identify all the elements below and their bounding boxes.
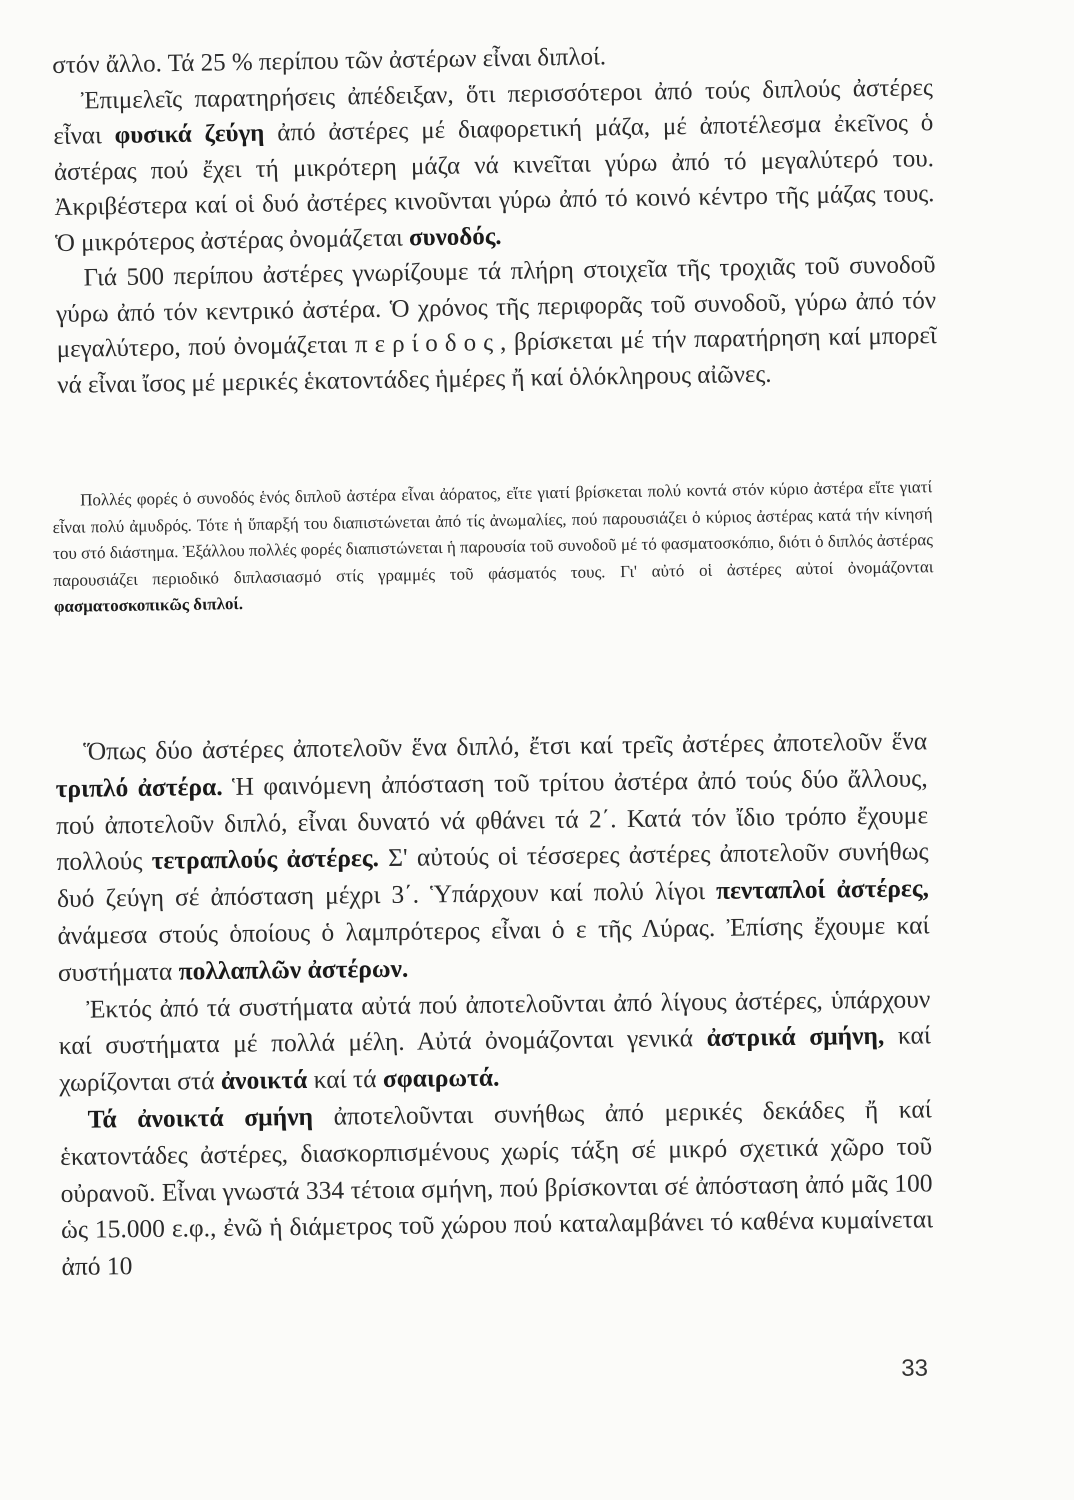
- main-text-top: [52, 34, 937, 403]
- term-physical-pairs: φυσικά ζεύγη: [114, 119, 265, 150]
- small-print-note: [52, 474, 934, 620]
- paragraph-spectroscopic: Πολλές φορές ὁ συνοδός ἑνός διπλοῦ ἀστέρα εἶναι ἀόρατος, εἴτε γιατί βρίσκεται πολύ κοντά στόν κύριο ἀστέρα εἴτε γιατί εἶναι πολύ ἀμυδρός. Τότε ἡ ὕπαρξή του διαπιστώνεται ἀπό τίς ἀνωμαλίες, πού παρουσιάζει ὁ κύριος ἀστέρας κατά τήν κίνησή του στό διάστημα. Ἐξάλλου πολλές φορές διαπιστώνεται ἡ παρουσία τοῦ συνοδοῦ μέ τό φασματοσκόπιο, διότι ὁ διπλός ἀστέρας παρουσιάζει περιοδικό διπλασιασμό στίς γραμμές τοῦ φάσματός τους. Γι' αὐτό οἱ ἀστέρες αὐτοί ὀνομάζονται φασματοσκοπικῶς διπλοί.: [52, 477, 934, 616]
- term-triple-star: τριπλό ἀστέρα.: [55, 771, 223, 803]
- term-quintuple-stars: πενταπλοί ἀστέρες,: [715, 873, 930, 906]
- term-multiple-star-systems: πολλαπλῶν ἀστέρων.: [178, 953, 409, 986]
- term-star-clusters: ἀστρικά σμήνη,: [706, 1021, 885, 1053]
- term-period: περίοδος: [354, 329, 501, 359]
- paragraph-physical-pairs: Ἐπιμελεῖς παρατηρήσεις ἀπέδειξαν, ὅτι περισσότεροι ἀπό τούς διπλούς ἀστέρες εἶναι φυσικά ζεύγη ἀπό ἀστέρες μέ διαφορετική μάζα, μέ ἀποτέλεσμα ἐκεῖνος ὁ ἀστέρας πού ἔχει τή μικρότερη μάζα νά κινεῖται γύρω ἀπό τό μεγαλύτερό του. Ἀκριβέστερα καί οἱ δυό ἀστέρες κινοῦνται γύρω ἀπό τό κοινό κέντρο τῆς μάζας τους. Ὁ μικρότερος ἀστέρας ὀνομάζεται συνοδός.: [53, 73, 935, 257]
- term-quadruple-stars: τετραπλούς ἀστέρες.: [151, 843, 380, 876]
- paragraph-multiple-stars: Ὅπως δύο ἀστέρες ἀποτελοῦν ἕνα διπλό, ἔτσι καί τρεῖς ἀστέρες ἀποτελοῦν ἕνα τριπλό ἀστέρα. Ἡ φαινόμενη ἀπόσταση τοῦ τρίτου ἀστέρα ἀπό τούς δύο ἄλλους, πού ἀποτελοῦν διπλό, εἶναι δυνατό νά φθάνει τά 2΄. Κατά τόν ἴδιο τρόπο ἔχουμε πολλούς τετραπλούς ἀστέρες. Σ' αὐτούς οἱ τέσσερες ἀστέρες ἀποτελοῦν συνήθως δυό ζεύγη σέ ἀπόσταση μέχρι 3΄. Ὑπάρχουν καί πολύ λίγοι πενταπλοί ἀστέρες, ἀνάμεσα στούς ὁποίους ὁ λαμπρότερος εἶναι ὁ ε τῆς Λύρας. Ἐπίσης ἔχουμε καί συστήματα πολλαπλῶν ἀστέρων.: [55, 726, 930, 987]
- term-open-clusters: Τά ἀνοικτά σμήνη: [87, 1101, 314, 1134]
- paragraph-star-clusters: Ἐκτός ἀπό τά συστήματα αὐτά πού ἀποτελοῦνται ἀπό λίγους ἀστέρες, ὑπάρχουν καί συστήματα μέ πολλά μέλη. Αὐτά ὀνομάζονται γενικά ἀστρικά σμήνη, καί χωρίζονται στά ἀνοικτά καί τά σφαιρωτά.: [58, 983, 931, 1098]
- page-number: 33: [901, 1355, 928, 1382]
- term-globular: σφαιρωτά.: [382, 1062, 500, 1094]
- paragraph-continuation: στόν ἄλλο. Τά 25 % περίπου τῶν ἀστέρων εἶναι διπλοί.: [52, 43, 607, 79]
- term-companion: συνοδός.: [408, 222, 502, 251]
- paragraph-open-clusters: Τά ἀνοικτά σμήνη ἀποτελοῦνται συνήθως ἀπό μερικές δεκάδες ἤ καί ἑκατοντάδες ἀστέρες, διασκορπισμένους χωρίς τάξη σέ μικρό σχετικά χῶρο τοῦ οὐρανοῦ. Εἶναι γνωστά 334 τέτοια σμήνη, πού βρίσκονται σέ ἀπόσταση ἀπό μᾶς 100 ὡς 15.000 ε.φ., ἐνῶ ἡ διάμετρος τοῦ χώρου πού καταλαμβάνει τό καθένα κυμαίνεται ἀπό 10: [59, 1094, 934, 1282]
- term-open: ἀνοικτά: [220, 1065, 308, 1096]
- paragraph-orbits: Γιά 500 περίπου ἀστέρες γνωρίζουμε τά πλήρη στοιχεῖα τῆς τροχιᾶς τοῦ συνοδοῦ γύρω ἀπό τόν κεντρικό ἀστέρα. Ὁ χρόνος τῆς περιφορᾶς τοῦ συνοδοῦ, γύρω ἀπό τόν μεγαλύτερο, πού ὀνομάζεται περίοδος, βρίσκεται μέ τήν παρατήρηση καί μπορεῖ νά εἶναι ἴσος μέ μερικές ἑκατοντάδες ἡμέρες ἤ καί ὁλόκληρους αἰῶνες.: [55, 251, 937, 399]
- main-text-bottom: [55, 723, 934, 1286]
- term-spectroscopic-binaries: φασματοσκοπικῶς διπλοί.: [53, 594, 244, 616]
